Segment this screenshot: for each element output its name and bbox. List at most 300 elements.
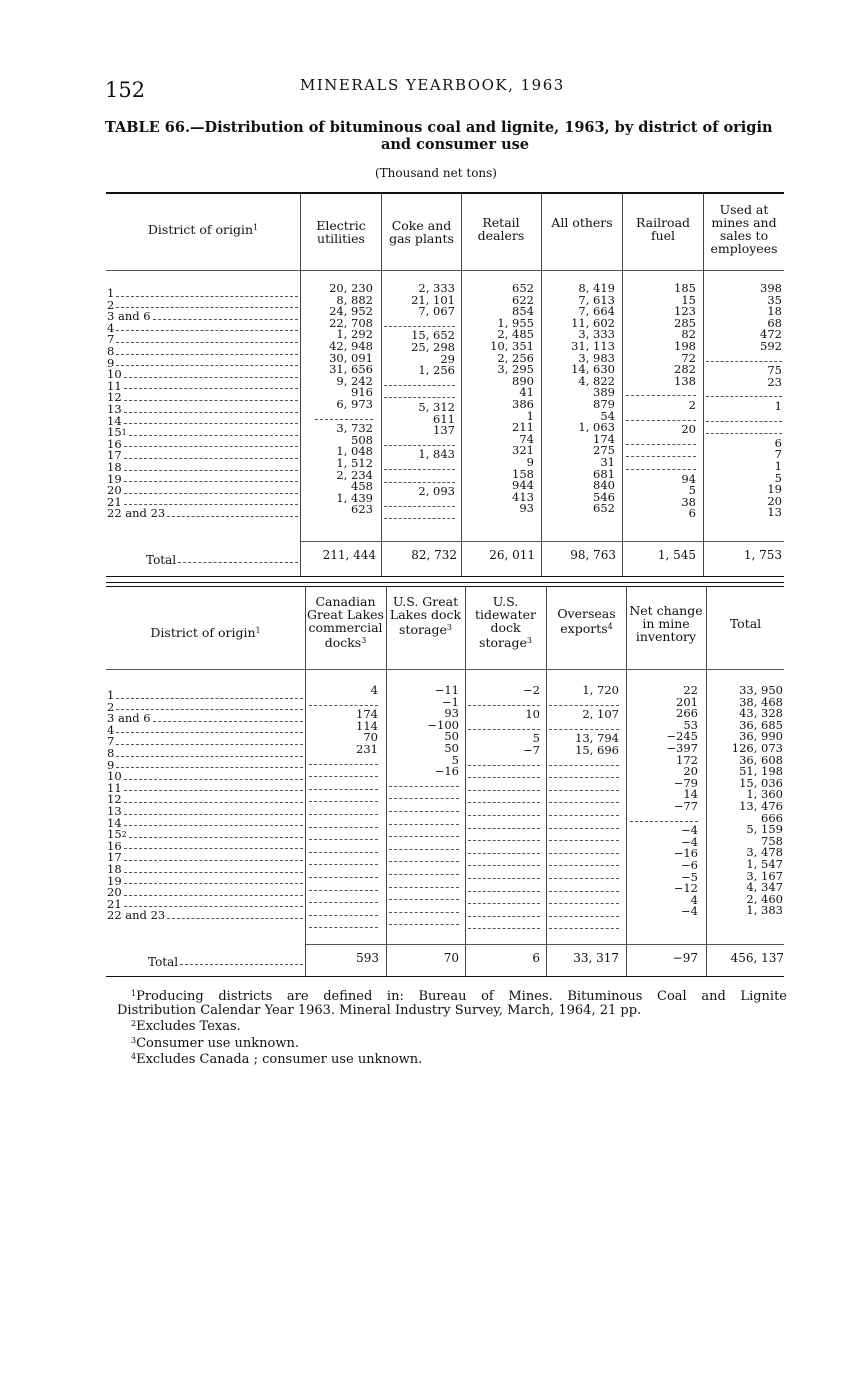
table-cell: 24, 952	[329, 306, 373, 318]
district-label-text: 11	[107, 380, 122, 393]
part1-divider	[300, 194, 301, 576]
table-cell-empty	[630, 813, 698, 822]
col-used-at-mines	[706, 283, 782, 519]
col-all-others	[548, 283, 615, 515]
table-cell: 508	[351, 434, 373, 447]
table-cell-empty	[309, 844, 378, 853]
table-cell-empty	[309, 869, 378, 878]
district-label-text: 4	[107, 322, 115, 335]
table-cell-empty	[468, 895, 540, 904]
table-cell: 11, 602	[571, 317, 615, 330]
header-retail-dealers: Retail dealers	[477, 215, 525, 243]
district-footnote-mark: 1	[121, 428, 127, 438]
table-cell: 68	[767, 317, 782, 330]
table-cell: 1, 512	[336, 457, 373, 470]
table-cell-empty	[309, 793, 378, 802]
district-label	[107, 725, 303, 737]
table-cell: 9, 242	[336, 375, 373, 388]
table-cell-empty	[309, 697, 378, 706]
table-cell: 1, 720	[582, 685, 619, 697]
district-label-text: 20	[107, 485, 122, 497]
part2-total-total: 456, 137	[730, 951, 784, 965]
table-cell: 282	[674, 364, 696, 376]
table-cell: 1	[774, 460, 782, 473]
table-cell-empty	[549, 920, 619, 929]
table-cell: 19	[767, 484, 782, 496]
table-cell: 854	[512, 306, 534, 318]
page-number: 152	[105, 78, 146, 102]
table-cell: 285	[674, 317, 696, 330]
table-cell: −100	[427, 719, 459, 732]
table-cell: 7, 067	[418, 306, 455, 318]
table-cell-empty	[468, 820, 540, 829]
district-label	[107, 910, 303, 922]
table-cell-empty	[626, 387, 696, 396]
col-electric-utilities	[315, 283, 373, 516]
table-cell: 652	[512, 283, 534, 295]
table-cell-empty	[309, 819, 378, 828]
part1-district-labels	[107, 288, 298, 520]
table-cell: 5	[688, 485, 696, 497]
table-cell: 1, 843	[418, 449, 455, 461]
table-cell: 172	[676, 754, 698, 767]
col-net-change	[630, 685, 698, 918]
table-cell: 321	[512, 445, 534, 457]
table-cell-empty	[389, 866, 459, 875]
table-cell: 1, 048	[336, 446, 373, 458]
table-cell-empty	[549, 697, 619, 706]
table-cell-empty	[309, 768, 378, 777]
part1-total-electric: 211, 444	[322, 548, 376, 562]
table-cell: 15, 696	[575, 744, 619, 757]
header-coke-gas-plants: Coke and gas plants	[389, 218, 454, 246]
district-label	[107, 288, 298, 300]
table-cell: 622	[512, 294, 534, 307]
header-district-of-origin-2: District of origin$^1$	[150, 625, 261, 640]
table-cell-empty	[384, 389, 455, 398]
header-all-others: All others	[551, 215, 613, 230]
table-cell: −16	[673, 848, 698, 860]
district-label-text: 1	[107, 690, 115, 702]
table-cell-empty	[549, 870, 619, 879]
table-cell: 3, 333	[578, 329, 615, 341]
table-cell: 22	[683, 685, 698, 697]
table-cell-empty	[549, 908, 619, 917]
table-cell: 138	[674, 375, 696, 388]
table-title	[105, 119, 785, 153]
table-cell: 3, 295	[497, 364, 534, 376]
table-cell-empty	[549, 807, 619, 816]
table-cell: −6	[681, 859, 698, 872]
header-canadian-docks: Canadian Great Lakes commercial docks$^3$	[307, 594, 384, 650]
table-cell-empty	[309, 806, 378, 815]
table-cell: 5	[451, 754, 459, 767]
table-cell: 7, 613	[578, 294, 615, 307]
table-cell: −397	[666, 742, 698, 755]
part1-total-retail: 26, 011	[489, 548, 535, 562]
table-cell: 29	[440, 353, 455, 366]
part1-total-rule	[300, 541, 784, 542]
table-cell: 82	[681, 329, 696, 341]
table-cell-empty	[389, 790, 459, 799]
table-cell: 13	[767, 507, 782, 519]
table-cell: 15, 652	[411, 330, 455, 342]
part1-bottom-rule	[106, 576, 784, 577]
district-label-text: 19	[107, 473, 122, 486]
table-cell: 94	[681, 473, 696, 486]
table-cell-empty	[384, 510, 455, 519]
table-cell: 1, 547	[746, 858, 783, 871]
table-cell: 623	[351, 504, 373, 516]
district-label-text: 22 and 23	[107, 910, 166, 922]
table-cell-empty	[468, 782, 540, 791]
district-label-text: 18	[107, 863, 122, 876]
district-label-text: 16	[107, 840, 122, 853]
district-label	[107, 748, 303, 760]
table-cell: 916	[351, 387, 373, 399]
table-cell: 840	[593, 480, 615, 492]
table-cell-empty	[468, 807, 540, 816]
footnote-1: $^1$Producing districts are defined in: Bureau of Mines. Bituminous Coal and Lignite	[131, 989, 787, 1004]
table-cell-empty	[468, 920, 540, 929]
table-cell-empty	[549, 721, 619, 730]
table-cell: 22, 708	[329, 317, 373, 330]
table-cell-empty	[384, 437, 455, 446]
table-cell: −4	[681, 836, 698, 849]
table-cell-empty	[468, 857, 540, 866]
table-cell-empty	[549, 832, 619, 841]
table-cell: −1	[442, 696, 459, 709]
part2-header-rule	[106, 669, 784, 670]
district-label	[107, 404, 298, 416]
table-cell: 611	[433, 413, 455, 426]
table-cell: −2	[523, 685, 540, 697]
table-cell: 652	[593, 503, 615, 515]
table-cell-empty	[626, 436, 696, 445]
table-cell: 6, 973	[336, 398, 373, 411]
district-label-text: 13	[107, 403, 122, 416]
table-cell: 31, 656	[329, 364, 373, 376]
table-cell: 5, 312	[418, 401, 455, 414]
part2-divider	[386, 587, 387, 976]
table-cell: 211	[512, 422, 534, 434]
district-label	[107, 760, 303, 772]
district-label-text: 4	[107, 724, 115, 737]
table-cell: 2, 256	[497, 352, 534, 365]
district-label	[107, 392, 298, 404]
table-cell: 3, 167	[746, 870, 783, 883]
table-cell-empty	[309, 919, 378, 928]
footnote-2: $^2$Excludes Texas.	[131, 1019, 241, 1034]
table-cell-empty	[468, 908, 540, 917]
district-label-text: 21	[107, 898, 122, 911]
col-us-tidewater	[468, 685, 540, 933]
header-district-of-origin: District of origin$^1$	[147, 222, 259, 237]
table-cell: 20	[767, 495, 782, 508]
table-cell-empty	[309, 831, 378, 840]
table-cell: 126, 073	[731, 742, 783, 755]
table-cell: 1, 360	[746, 789, 783, 801]
table-cell: 93	[519, 503, 534, 515]
district-label-text: 3 and 6	[107, 311, 151, 323]
table-cell: 2	[688, 399, 696, 412]
district-label-text: 18	[107, 461, 122, 474]
table-cell: −12	[673, 883, 698, 895]
part1-divider	[703, 194, 704, 576]
table-cell: 13, 794	[575, 733, 619, 745]
table-cell: −4	[681, 906, 698, 918]
table-cell: 666	[761, 812, 783, 825]
table-cell-empty	[706, 353, 782, 362]
district-label	[107, 323, 298, 335]
table-cell: 53	[683, 719, 698, 732]
table-cell: 70	[363, 732, 378, 744]
table-cell: 137	[433, 425, 455, 437]
district-label-text: 7	[107, 334, 115, 346]
table-cell: 23	[767, 376, 782, 389]
district-label-text: 15	[107, 829, 122, 841]
table-cell-empty	[549, 782, 619, 791]
table-cell-empty	[389, 891, 459, 900]
table-cell: −5	[681, 871, 698, 884]
district-label	[107, 416, 298, 428]
table-cell: 944	[512, 480, 534, 492]
table-cell-empty	[468, 883, 540, 892]
footnote-3: $^3$Consumer use unknown.	[131, 1035, 299, 1051]
table-cell-empty	[384, 318, 455, 327]
part1-total-coke: 82, 732	[411, 548, 457, 562]
table-cell: 389	[593, 387, 615, 399]
table-cell-empty	[384, 377, 455, 386]
table-cell: 4, 347	[746, 882, 783, 894]
table-cell: 5	[774, 472, 782, 485]
table-cell: 42, 948	[329, 340, 373, 353]
district-label-text: 17	[107, 450, 122, 462]
table-cell-empty	[468, 832, 540, 841]
table-cell-empty	[706, 388, 782, 397]
table-cell: 398	[760, 283, 782, 295]
col-railroad-fuel	[626, 283, 696, 520]
district-label-text: 13	[107, 805, 122, 818]
district-label	[107, 427, 298, 439]
part2-total-overseas: 33, 317	[573, 951, 619, 965]
table-cell-empty	[626, 448, 696, 457]
table-cell-empty	[468, 794, 540, 803]
district-label	[107, 439, 298, 451]
table-cell: 1, 063	[578, 422, 615, 434]
table-cell: 72	[681, 352, 696, 365]
table-cell-empty	[389, 828, 459, 837]
district-label	[107, 783, 303, 795]
table-cell: 15, 036	[739, 777, 783, 790]
table-cell: 681	[593, 468, 615, 481]
district-label-text: 9	[107, 759, 115, 772]
table-cell: 30, 091	[329, 352, 373, 365]
table-cell: 15	[681, 294, 696, 307]
table-cell: −245	[666, 731, 698, 743]
table-cell-empty	[389, 916, 459, 925]
table-cell: 20	[683, 766, 698, 778]
part1-total-others: 98, 763	[570, 548, 616, 562]
table-cell-empty	[309, 907, 378, 916]
table-cell: 36, 685	[739, 719, 783, 732]
table-cell: 35	[767, 294, 782, 307]
table-cell: 7	[774, 449, 782, 461]
footnote-1-cont: Distribution Calendar Year 1963. Mineral Industry Survey, March, 1964, 21 pp.	[117, 1002, 642, 1018]
district-label	[107, 702, 303, 714]
table-cell: 174	[356, 709, 378, 721]
table-cell: 14, 630	[571, 364, 615, 376]
table-cell: 93	[444, 708, 459, 720]
part2-divider	[706, 587, 707, 976]
table-cell: 5	[532, 733, 540, 745]
table-cell: 1, 292	[336, 329, 373, 341]
part1-total-mines: 1, 753	[743, 548, 782, 562]
district-label-text: 15	[107, 427, 122, 439]
table-cell: −16	[434, 766, 459, 778]
table-cell: 1, 955	[497, 317, 534, 330]
district-label-text: 8	[107, 345, 115, 358]
district-label-text: 10	[107, 771, 122, 783]
table-cell: 4	[370, 685, 378, 697]
table-cell: 8, 882	[336, 294, 373, 307]
district-label	[107, 497, 298, 509]
table-cell: −11	[434, 685, 459, 697]
table-cell-empty	[549, 757, 619, 766]
table-cell: 5, 159	[746, 824, 783, 836]
table-cell: −77	[673, 800, 698, 813]
table-cell: 20	[681, 424, 696, 436]
table-cell: 458	[351, 481, 373, 493]
table-cell-empty	[468, 697, 540, 706]
table-cell: 2, 460	[746, 893, 783, 906]
part2-divider	[546, 587, 547, 976]
header-net-change: Net change in mine inventory	[629, 603, 703, 644]
district-label	[107, 736, 303, 748]
table-cell: 36, 990	[739, 731, 783, 743]
table-cell: 3, 732	[336, 423, 373, 435]
table-cell-empty	[468, 757, 540, 766]
col-us-great-lakes	[389, 685, 459, 929]
table-cell-empty	[389, 778, 459, 787]
part2-divider	[626, 587, 627, 976]
table-cell-empty	[468, 845, 540, 854]
table-cell: 2, 093	[418, 486, 455, 498]
part2-total-label: Total	[148, 955, 303, 969]
header-total: Total	[729, 616, 762, 631]
part2-top-rule-2	[106, 586, 784, 587]
district-label	[107, 358, 298, 370]
table-cell-empty	[549, 857, 619, 866]
table-cell: 386	[512, 398, 534, 411]
table-cell-empty	[309, 856, 378, 865]
table-cell: −79	[673, 777, 698, 790]
district-label	[107, 690, 303, 702]
part1-header-rule	[106, 270, 784, 271]
district-label	[107, 841, 303, 853]
table-cell: 275	[593, 445, 615, 457]
part1-divider	[381, 194, 382, 576]
district-label-text: 21	[107, 496, 122, 509]
table-cell: 74	[519, 433, 534, 446]
header-us-tidewater: U.S. tidewater dock storage$^3$	[475, 594, 536, 650]
district-label-text: 17	[107, 852, 122, 864]
table-cell: 472	[760, 329, 782, 341]
table-cell-empty	[389, 803, 459, 812]
district-footnote-mark: 2	[121, 830, 127, 840]
district-label	[107, 899, 303, 911]
table-cell-empty	[315, 411, 373, 420]
col-total	[709, 685, 783, 917]
district-label	[107, 829, 303, 841]
district-label	[107, 485, 298, 497]
part1-total-label: Total	[146, 553, 298, 567]
table-cell-empty	[384, 498, 455, 507]
district-label	[107, 311, 298, 323]
table-cell: 198	[674, 340, 696, 353]
table-cell: 8, 419	[578, 283, 615, 295]
part2-total-rule	[305, 944, 784, 945]
table-cell: 4, 822	[578, 375, 615, 388]
table-cell-empty	[389, 841, 459, 850]
table-cell: 18	[767, 306, 782, 318]
district-label	[107, 346, 298, 358]
part2-district-labels	[107, 690, 303, 922]
header-overseas-exports: Overseas exports$^4$	[557, 606, 616, 636]
district-label	[107, 887, 303, 899]
table-cell: 546	[593, 491, 615, 504]
table-cell: 3, 478	[746, 847, 783, 859]
table-cell: 158	[512, 468, 534, 481]
table-units: (Thousand net tons)	[375, 166, 497, 180]
district-label-text: 1	[107, 288, 115, 300]
table-cell: 43, 328	[739, 708, 783, 720]
district-label	[107, 864, 303, 876]
table-cell-empty	[389, 879, 459, 888]
table-cell: 10	[525, 709, 540, 721]
running-head: MINERALS YEARBOOK, 1963	[300, 76, 565, 94]
table-cell-empty	[384, 474, 455, 483]
table-cell: 38, 468	[739, 696, 783, 709]
table-cell: 3, 983	[578, 352, 615, 365]
table-cell: 1	[526, 410, 534, 423]
table-cell: 9	[526, 456, 534, 469]
table-cell: 25, 298	[411, 341, 455, 354]
header-electric-utilities: Electric utilities	[316, 218, 366, 246]
table-cell-empty	[549, 883, 619, 892]
table-cell: 54	[600, 410, 615, 423]
table-cell: −4	[681, 825, 698, 837]
district-label-text: 7	[107, 736, 115, 748]
table-cell: 1, 383	[746, 905, 783, 917]
table-cell: 21, 101	[411, 294, 455, 307]
table-cell-empty	[384, 461, 455, 470]
table-cell: 75	[767, 365, 782, 377]
table-cell: 201	[676, 696, 698, 709]
district-label	[107, 300, 298, 312]
table-cell: 36, 608	[739, 754, 783, 767]
table-cell: 51, 198	[739, 766, 783, 778]
district-label	[107, 794, 303, 806]
part1-divider	[541, 194, 542, 576]
part2-total-canadian: 593	[356, 951, 379, 965]
part1-total-railroad: 1, 545	[657, 548, 696, 562]
district-label	[107, 806, 303, 818]
district-label-text: 2	[107, 299, 115, 312]
district-label	[107, 462, 298, 474]
district-label	[107, 381, 298, 393]
table-title-line2: and consumer use	[380, 136, 530, 153]
